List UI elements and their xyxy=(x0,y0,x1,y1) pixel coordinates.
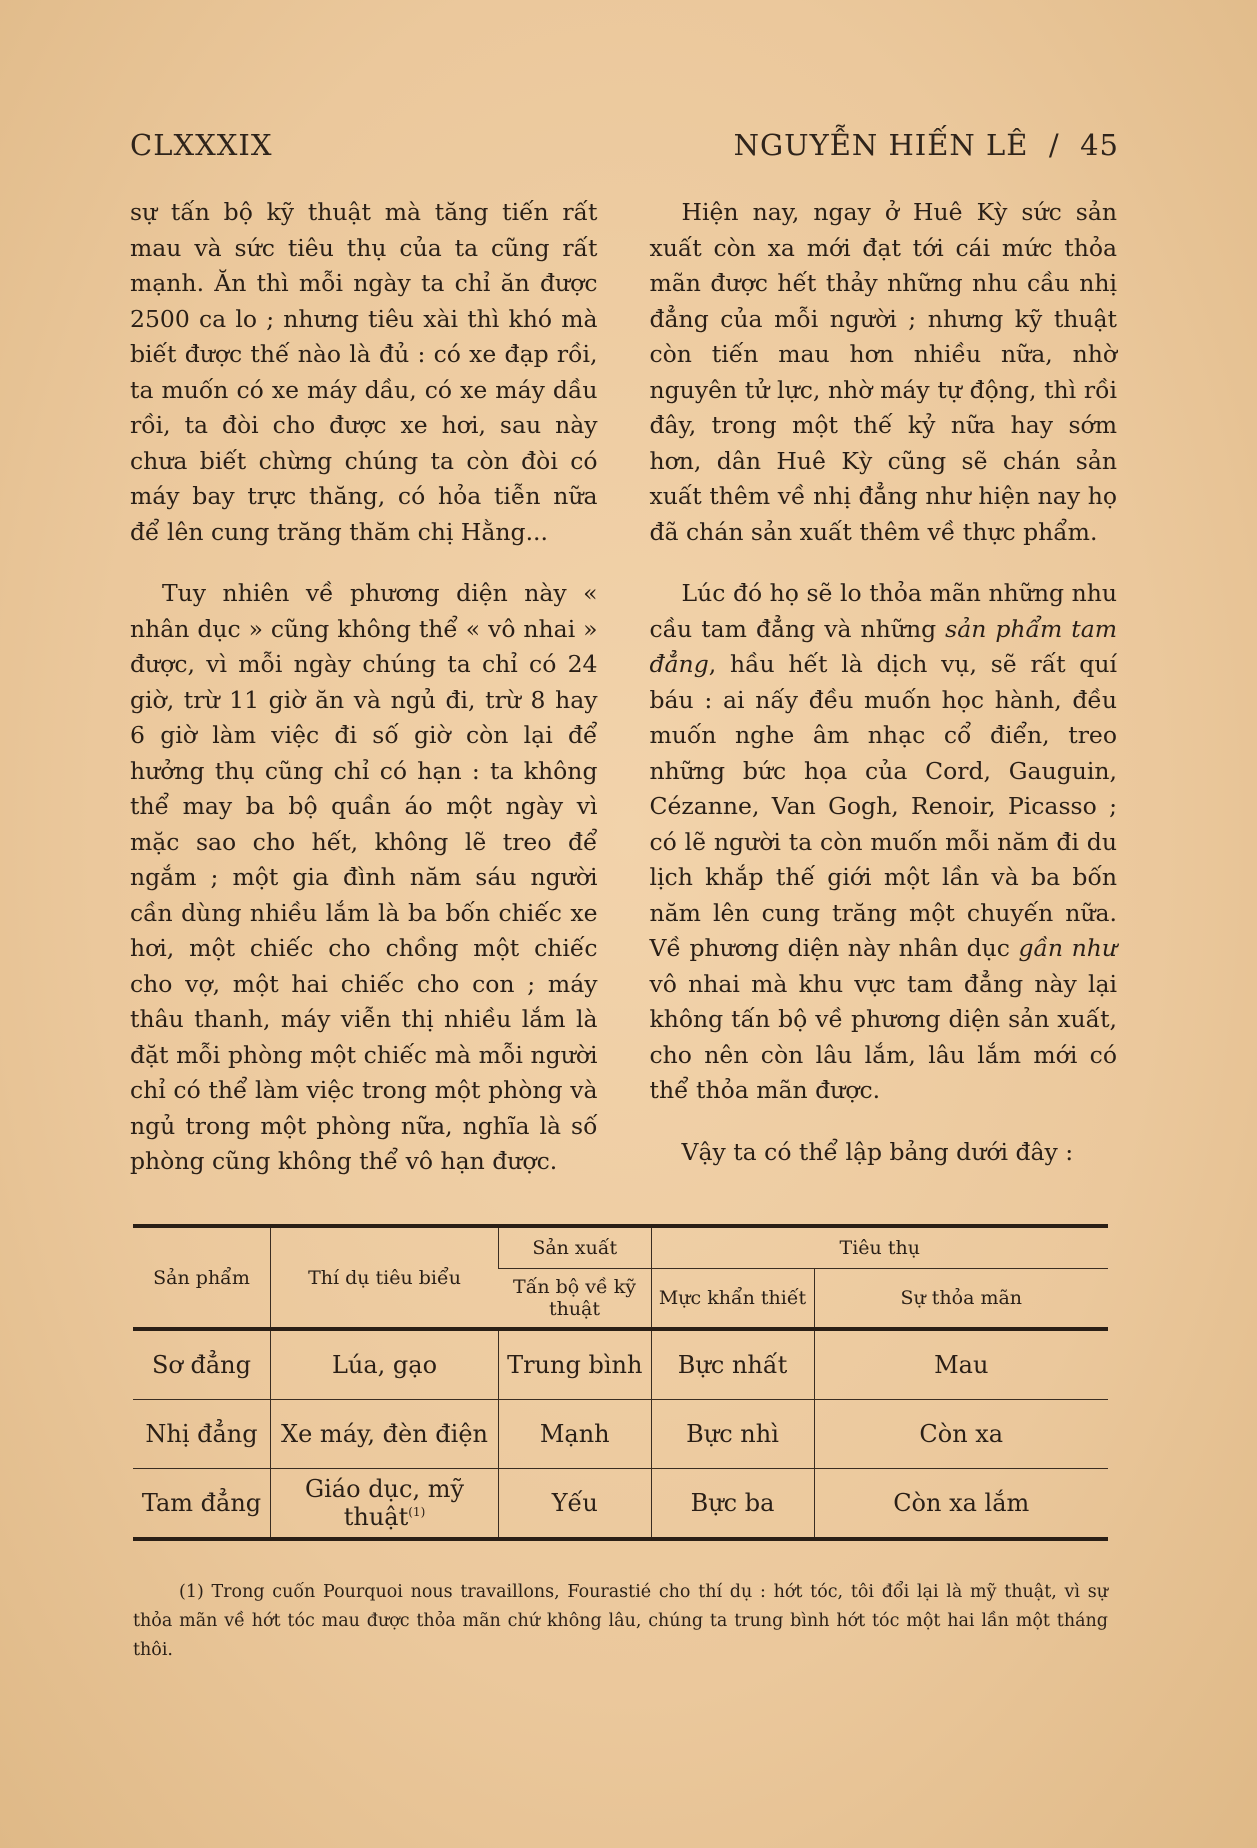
comparison-table xyxy=(133,1224,1108,1541)
cell-progress: Mạnh xyxy=(499,1400,652,1469)
cell-progress: Trung bình xyxy=(499,1329,652,1400)
paragraph-text: , hầu hết là dịch vụ, sẽ rất quí báu : ai nấy đều muốn học hành, đều muốn nghe âm nhạc cổ điển, treo những bức họa của Cord, Gauguin, Cézanne, Van Gogh, Renoir, Picasso ; có lẽ người ta còn muốn mỗi năm đi du lịch khắp thế giới một lần và ba bốn năm lên cung trăng một chuyến nữa. Về phương diện này nhân dục xyxy=(649,650,1117,962)
paragraph-text: vô nhai mà khu vực tam đẳng này lại không tấn bộ về phương diện sản xuất, cho nên còn lâu lắm, lâu lắm mới có thể thỏa mãn được. xyxy=(649,969,1117,1104)
left-column xyxy=(130,195,598,1206)
footnote-text: (1) Trong cuốn Pourquoi nous travaillons, Fourastié cho thí dụ : hớt tóc, tôi đổi lại là mỹ thuật, vì sự thỏa mãn về hớt tóc mau được thỏa mãn chứ không lâu, chúng ta trung bình hớt tóc một hai lần một tháng thôi. xyxy=(133,1582,1108,1660)
cell-need: Bực ba xyxy=(651,1469,814,1540)
cell-example: Xe máy, đèn điện xyxy=(271,1400,499,1469)
right-column xyxy=(650,195,1118,1206)
cell-satisfaction: Mau xyxy=(814,1329,1108,1400)
header-consumption-group: Tiêu thụ xyxy=(651,1226,1108,1269)
paragraph-text: Lúc đó họ sẽ lo thỏa mãn những nhu cầu tam đẳng và những xyxy=(649,579,1117,643)
header-production-group: Sản xuất xyxy=(499,1226,652,1269)
author-page-number: NGUYỄN HIẾN LÊ / 45 xyxy=(733,128,1119,162)
cell-example-text: Giáo dục, mỹ thuật xyxy=(304,1475,465,1531)
paragraph xyxy=(650,576,1118,1109)
table-row xyxy=(133,1400,1108,1469)
emphasis-text: sản phẩm tam đẳng xyxy=(649,614,1118,678)
header-progress: Tấn bộ về kỹ thuật xyxy=(499,1269,652,1330)
body-columns xyxy=(130,195,1117,1206)
chapter-number: CLXXXIX xyxy=(130,128,273,162)
cell-satisfaction: Còn xa lắm xyxy=(814,1469,1108,1540)
paragraph: Vậy ta có thể lập bảng dưới đây : xyxy=(681,1137,1074,1166)
table-row xyxy=(133,1329,1108,1400)
cell-progress: Yếu xyxy=(499,1469,652,1540)
emphasis-text: gần như xyxy=(1018,934,1117,962)
paragraph: sự tấn bộ kỹ thuật mà tăng tiến rất mau và sức tiêu thụ của ta cũng rất mạnh. Ăn thì mỗi ngày ta chỉ ăn được 2500 ca lo ; nhưng tiêu xài thì khó mà biết được thế nào là đủ : có xe đạp rồi, ta muốn có xe máy dầu, có xe máy dầu rồi, ta đòi cho được xe hơi, sau này chưa biết chừng chúng ta còn đòi có máy bay trực thăng, có hỏa tiễn nữa để lên cung trăng thăm chị Hằng... xyxy=(130,198,598,546)
cell-need: Bực nhì xyxy=(651,1400,814,1469)
cell-need: Bực nhất xyxy=(651,1329,814,1400)
header-product: Sản phẩm xyxy=(133,1226,271,1329)
footnote xyxy=(133,1578,1108,1665)
cell-example: Lúa, gạo xyxy=(271,1329,499,1400)
paragraph: Tuy nhiên về phương diện này « nhân dục » cũng không thể « vô nhai » được, vì mỗi ngày chúng ta chỉ có 24 giờ, trừ 11 giờ ăn và ngủ đi, trừ 8 hay 6 giờ làm việc đi số giờ còn lại để hưởng thụ cũng chỉ có hạn : ta không thể may ba bộ quần áo một ngày vì mặc sao cho hết, không lẽ treo để ngắm ; một gia đình năm sáu người cần dùng nhiều lắm là ba bốn chiếc xe hơi, một chiếc cho chồng một chiếc cho vợ, một hai chiếc cho con ; máy thâu thanh, máy viễn thị nhiều lắm là đặt mỗi phòng một chiếc mà mỗi người chỉ có thể làm việc trong một phòng và ngủ trong một phòng nữa, nghĩa là số phòng cũng không thể vô hạn được. xyxy=(130,579,598,1175)
header-example: Thí dụ tiêu biểu xyxy=(271,1226,499,1329)
cell-satisfaction: Còn xa xyxy=(814,1400,1108,1469)
header-satisfaction: Sự thỏa mãn xyxy=(814,1269,1108,1330)
cell-product: Nhị đẳng xyxy=(133,1400,271,1469)
page-header xyxy=(130,128,1119,162)
footnote-marker: (1) xyxy=(408,1505,426,1519)
paragraph: Hiện nay, ngay ở Huê Kỳ sức sản xuất còn xa mới đạt tới cái mức thỏa mãn được hết thảy những nhu cầu nhị đẳng của mỗi người ; nhưng kỹ thuật còn tiến mau hơn nhiều nữa, nhờ nguyên tử lực, nhờ máy tự động, thì rồi đây, trong một thế kỷ nữa hay sớm hơn, dân Huê Kỳ cũng sẽ chán sản xuất thêm về nhị đẳng như hiện nay họ đã chán sản xuất thêm về thực phẩm. xyxy=(649,198,1117,546)
cell-product: Sơ đẳng xyxy=(133,1329,271,1400)
table-row xyxy=(133,1469,1108,1540)
cell-product: Tam đẳng xyxy=(141,1489,262,1517)
header-need: Mực khẩn thiết xyxy=(651,1269,814,1330)
cell-example xyxy=(271,1469,499,1540)
